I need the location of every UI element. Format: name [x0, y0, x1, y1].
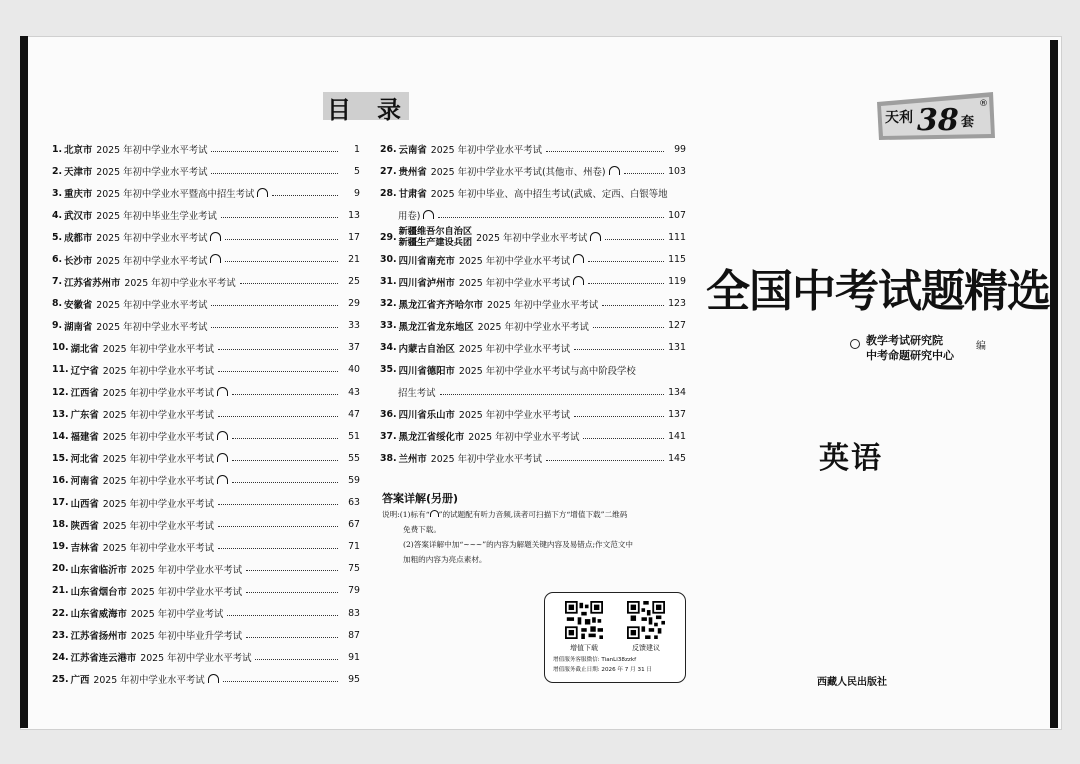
toc-leader-dots: [218, 416, 338, 417]
toc-leader-dots: [218, 526, 338, 527]
toc-entry-number: 7.: [52, 276, 63, 288]
toc-entry-region: 四川省德阳市: [398, 365, 455, 377]
toc-entry-title: 2025 年初中毕业生学业考试: [96, 211, 217, 223]
toc-entry-number: 15.: [52, 452, 69, 464]
toc-entry-title: 2025 年初中学业水平考试与高中阶段学校: [458, 365, 636, 377]
toc-leader-dots: [240, 283, 338, 284]
download-qr-code[interactable]: [565, 601, 603, 639]
toc-entry-title: 用卷): [398, 211, 421, 223]
toc-entry[interactable]: [52, 138, 360, 160]
toc-entry-region: 黑龙江省齐齐哈尔市: [398, 299, 483, 311]
toc-entry[interactable]: [52, 469, 360, 491]
toc-entry-title: 2025 年初中学业水平考试: [96, 299, 208, 311]
toc-entry[interactable]: [52, 646, 360, 668]
toc-entry-region: 江西省: [70, 388, 99, 400]
toc-entry-title: 2025 年初中学业水平考试: [96, 167, 208, 179]
toc-entry[interactable]: [52, 293, 360, 315]
toc-entry-region: 山东省临沂市: [70, 564, 127, 576]
toc-entry-title: 招生考试: [398, 388, 436, 400]
toc-leader-dots: [588, 283, 664, 284]
toc-entry-title: 2025 年初中学业水平考试: [124, 277, 236, 289]
toc-leader-dots: [440, 394, 664, 395]
toc-leader-dots: [211, 327, 338, 328]
toc-entry[interactable]: [52, 602, 360, 624]
toc-entry-number: 21.: [52, 585, 69, 597]
toc-entry-region: 长沙市: [64, 255, 93, 267]
toc-entry-region: 安徽省: [64, 299, 93, 311]
toc-entry-region: 北京市: [64, 145, 93, 157]
note-2-b: 加粗的内容为亮点素材。: [403, 555, 487, 564]
toc-entry-title: 2025 年初中学业水平考试: [102, 476, 214, 488]
toc-entry-number: 14.: [52, 430, 69, 442]
toc-entry-region: 山西省: [70, 498, 99, 510]
toc-entry-page: 71: [348, 541, 360, 553]
toc-entry-region: 四川省乐山市: [398, 410, 455, 422]
toc-entry-title: 2025 年初中学业水平考试: [102, 410, 214, 422]
toc-entry-region: 湖南省: [64, 321, 93, 333]
toc-entry-page: 137: [668, 408, 686, 420]
toc-entry-region: 吉林省: [70, 542, 99, 554]
svg-text:天利: 天利: [885, 110, 913, 126]
toc-entry-page: 17: [348, 231, 360, 243]
toc-entry[interactable]: [52, 536, 360, 558]
toc-entry-region: 辽宁省: [70, 365, 99, 377]
toc-leader-dots: [211, 173, 338, 174]
toc-entry-number: 38.: [380, 452, 397, 464]
toc-entry-page: 79: [348, 585, 360, 597]
toc-entry-page: 25: [348, 276, 360, 288]
toc-entry-page: 75: [348, 563, 360, 575]
toc-entry-title: 2025 年初中学业水平考试: [96, 255, 208, 267]
toc-entry-number: 37.: [380, 430, 397, 442]
toc-entry-region: 山东省威海市: [70, 609, 127, 621]
toc-entry-page: 67: [348, 519, 360, 531]
toc-entry-title: 2025 年初中学业水平考试: [102, 388, 214, 400]
toc-leader-dots: [255, 659, 338, 660]
toc-entry-region: 广西: [70, 675, 90, 687]
toc-entry-number: 1.: [52, 143, 63, 155]
toc-title-text: 目录: [327, 96, 427, 124]
toc-entry-number: 36.: [380, 408, 397, 420]
toc-entry-region: 贵州省: [398, 167, 427, 179]
headphone-icon: [590, 232, 601, 241]
toc-leader-dots: [593, 327, 664, 328]
toc-leader-dots: [246, 637, 338, 638]
headphone-icon: [217, 453, 228, 462]
note-2: (2)答案详解中加“~~~”的内容为解题关键内容及易错点;作文范文中: [403, 540, 634, 549]
toc-entry-region: 江苏省连云港市: [70, 653, 137, 665]
toc-entry-title: 2025 年初中学业水平考试: [102, 498, 214, 510]
toc-entry[interactable]: [380, 226, 686, 248]
toc-leader-dots: [546, 460, 664, 461]
toc-entry-region: 四川省泸州市: [398, 277, 455, 289]
toc-entry-page: 103: [668, 165, 686, 177]
svg-text:®: ®: [979, 99, 988, 109]
toc-entry[interactable]: [380, 315, 686, 337]
toc-entry-page: 1: [354, 143, 360, 155]
answers-notes: [382, 507, 692, 567]
toc-leader-dots: [624, 173, 664, 174]
toc-entry-page: 115: [668, 254, 686, 266]
toc-entry-title: 2025 年初中学业水平考试: [130, 564, 243, 576]
toc-leader-dots: [232, 438, 338, 439]
toc-entry-number: 11.: [52, 364, 69, 376]
toc-entry-number: 24.: [52, 651, 69, 663]
answers-title: 答案详解(另册): [382, 492, 459, 505]
toc-entry[interactable]: [52, 668, 360, 690]
toc-entry[interactable]: [52, 315, 360, 337]
toc-entry[interactable]: [52, 492, 360, 514]
service-deadline: 增值服务截止日期: 2026 年 7 月 31 日: [553, 667, 652, 673]
toc-entry-title: 2025 年初中学业水平考试: [140, 653, 252, 665]
toc-entry-page: 111: [668, 231, 686, 243]
toc-entry[interactable]: [380, 381, 686, 403]
toc-entry-region: 江苏省苏州市: [64, 277, 121, 289]
toc-entry-page: 13: [348, 209, 360, 221]
toc-entry-page: 40: [348, 364, 360, 376]
toc-entry[interactable]: [52, 248, 360, 270]
toc-entry[interactable]: [380, 425, 686, 447]
toc-entry-number: 34.: [380, 342, 397, 354]
toc-entry-number: 17.: [52, 497, 69, 509]
headphone-icon: [217, 431, 228, 440]
toc-entry-page: 131: [668, 342, 686, 354]
toc-entry[interactable]: [52, 271, 360, 293]
toc-entry[interactable]: [52, 403, 360, 425]
toc-entry-page: 37: [348, 342, 360, 354]
book-title: 全国中考试题精选: [706, 266, 1050, 317]
toc-entry[interactable]: [52, 204, 360, 226]
editors: [866, 333, 954, 363]
toc-title: [323, 92, 427, 124]
publisher: 西藏人民出版社: [817, 677, 887, 688]
toc-entry-page: 134: [668, 386, 686, 398]
toc-leader-dots: [246, 570, 338, 571]
toc-entry-number: 23.: [52, 629, 69, 641]
toc-leader-dots: [272, 195, 338, 196]
download-label: 增值下载: [570, 644, 598, 652]
toc-entry-title: 2025 年初中毕业升学考试: [130, 631, 243, 643]
toc-entry-region: 兰州市: [398, 454, 427, 466]
toc-entry-title: 2025 年初中学业水平暨高中招生考试: [96, 189, 255, 201]
institute-emblem-icon: [850, 339, 860, 349]
toc-entry-page: 9: [354, 187, 360, 199]
toc-left-column: [52, 138, 360, 690]
toc-leader-dots: [232, 460, 338, 461]
toc-entry-number: 4.: [52, 209, 63, 221]
toc-entry-page: 95: [348, 673, 360, 685]
toc-entry-title: 2025 年初中学业水平考试: [96, 321, 208, 333]
toc-leader-dots: [211, 151, 338, 152]
toc-entry-page: 29: [348, 298, 360, 310]
toc-entry-page: 51: [348, 430, 360, 442]
toc-entry[interactable]: [380, 337, 686, 359]
toc-entry-region: 成都市: [64, 233, 93, 245]
toc-entry-title: 2025 年初中学业水平考试: [487, 299, 599, 311]
svg-text:套: 套: [961, 115, 975, 130]
toc-entry[interactable]: [52, 182, 360, 204]
toc-entry-title: 2025 年初中学业水平考试: [458, 277, 571, 289]
feedback-label: 反馈建议: [632, 644, 660, 652]
toc-entry-region: 河北省: [70, 454, 99, 466]
editor-2: 中考命题研究中心: [866, 349, 954, 362]
service-wechat: 增值服务客服微信: TianLi38zzkf: [553, 657, 637, 663]
toc-entry-title: 2025 年初中学业水平考试: [430, 145, 542, 157]
toc-leader-dots: [602, 305, 664, 306]
toc-entry-number: 31.: [380, 276, 397, 288]
toc-entry-number: 27.: [380, 165, 397, 177]
toc-entry[interactable]: [52, 558, 360, 580]
toc-entry-title: 2025 年初中学业水平考试: [102, 520, 214, 532]
toc-entry-region: 福建省: [70, 432, 99, 444]
toc-entry-title: 2025 年初中学业水平考试: [102, 542, 214, 554]
toc-entry-page: 5: [354, 165, 360, 177]
toc-entry-number: 32.: [380, 298, 397, 310]
toc-entry-number: 8.: [52, 298, 63, 310]
toc-entry-page: 127: [668, 320, 686, 332]
toc-leader-dots: [223, 681, 338, 682]
toc-entry-region: 湖北省: [70, 343, 99, 355]
toc-entry-number: 33.: [380, 320, 397, 332]
toc-entry-region: 河南省: [70, 476, 99, 488]
toc-entry-title: 2025 年初中学业水平考试: [477, 321, 589, 333]
toc-entry-region: 黑龙江省龙东地区: [398, 321, 474, 333]
toc-leader-dots: [218, 504, 338, 505]
toc-entry-title: 2025 年初中学业水平考试: [458, 255, 571, 267]
toc-entry-number: 16.: [52, 474, 69, 486]
toc-entry-page: 145: [668, 452, 686, 464]
toc-entry-page: 141: [668, 430, 686, 442]
toc-entry-number: 5.: [52, 231, 63, 243]
toc-entry-page: 83: [348, 607, 360, 619]
toc-entry-number: 26.: [380, 143, 397, 155]
toc-entry-title: 2025 年初中学业水平考试: [93, 675, 205, 687]
toc-entry-region: 云南省: [398, 145, 427, 157]
toc-entry-region: 武汉市: [64, 211, 93, 223]
toc-entry-title: 2025 年初中学业水平考试: [102, 432, 214, 444]
toc-leader-dots: [574, 416, 664, 417]
toc-entry[interactable]: [52, 425, 360, 447]
toc-entry-region-line: 新疆生产建设兵团: [398, 237, 473, 249]
toc-entry[interactable]: [52, 359, 360, 381]
toc-entry-title: 2025 年初中学业水平考试: [430, 454, 542, 466]
toc-entry[interactable]: [52, 447, 360, 469]
toc-entry-number: 28.: [380, 187, 397, 199]
headphone-icon: [573, 276, 584, 285]
toc-entry-title: 2025 年初中学业水平考试: [130, 586, 243, 598]
toc-entry-region: [399, 226, 473, 248]
note-1-c: 免费下载。: [403, 525, 441, 534]
toc-leader-dots: [227, 615, 338, 616]
toc-entry-region-line: 新疆维吾尔自治区: [398, 226, 473, 238]
toc-entry-region: 四川省南充市: [398, 255, 455, 267]
editor-1: 教学考试研究院: [866, 334, 943, 347]
toc-leader-dots: [225, 239, 338, 240]
toc-entry[interactable]: [52, 624, 360, 646]
note-1-a: 说明:(1)标有“: [382, 510, 430, 519]
toc-entry-title: 2025 年初中毕业、高中招生考试(武威、定西、白银等地: [430, 189, 668, 201]
toc-entry[interactable]: [52, 226, 360, 248]
page-right-border: [1050, 40, 1058, 728]
toc-entry-page: 59: [348, 474, 360, 486]
toc-leader-dots: [246, 592, 338, 593]
headphone-icon: [573, 254, 584, 263]
headphone-icon: [430, 510, 439, 517]
toc-entry[interactable]: [380, 248, 686, 270]
toc-entry-title: 2025 年初中学业水平考试: [458, 410, 571, 422]
toc-entry[interactable]: [380, 160, 686, 182]
toc-entry[interactable]: [52, 580, 360, 602]
toc-entry-region: 黑龙江省绥化市: [398, 432, 465, 444]
toc-entry[interactable]: [52, 514, 360, 536]
headphone-icon: [257, 188, 268, 197]
toc-entry-page: 87: [348, 629, 360, 641]
toc-entry-number: 22.: [52, 607, 69, 619]
toc-entry-page: 119: [668, 276, 686, 288]
toc-leader-dots: [588, 261, 664, 262]
toc-leader-dots: [221, 217, 338, 218]
toc-entry[interactable]: [52, 337, 360, 359]
editor-suffix: 编: [976, 341, 986, 352]
toc-entry-title: 2025 年初中学业水平考试: [458, 343, 571, 355]
toc-leader-dots: [232, 482, 338, 483]
toc-leader-dots: [225, 261, 338, 262]
svg-text:38: 38: [917, 103, 959, 138]
note-1-b: ”的试题配有听力音频,读者可扫描下方“增值下载”二维码: [438, 510, 628, 519]
headphone-icon: [210, 232, 221, 241]
toc-entry-region: 内蒙古自治区: [398, 343, 455, 355]
subject-title: 英语: [819, 441, 883, 476]
toc-entry-region: 天津市: [64, 167, 93, 179]
toc-entry[interactable]: [380, 293, 686, 315]
toc-entry-page: 99: [674, 143, 686, 155]
toc-entry[interactable]: [380, 204, 686, 226]
toc-entry-region: 江苏省扬州市: [70, 631, 127, 643]
toc-entry-page: 43: [348, 386, 360, 398]
toc-entry[interactable]: [52, 160, 360, 182]
toc-leader-dots: [218, 548, 338, 549]
toc-entry-number: 35.: [380, 364, 397, 376]
toc-entry-page: 21: [348, 254, 360, 266]
toc-entry-title: 2025 年初中学业水平考试: [468, 432, 580, 444]
toc-entry[interactable]: [380, 182, 686, 204]
headphone-icon: [609, 166, 620, 175]
headphone-icon: [423, 210, 434, 219]
toc-leader-dots: [232, 394, 338, 395]
page-left-border: [20, 36, 28, 728]
qr-code-box: [544, 592, 686, 683]
headphone-icon: [210, 254, 221, 263]
toc-entry-title: 2025 年初中学业考试: [130, 609, 224, 621]
toc-leader-dots: [218, 371, 338, 372]
toc-entry-title: 2025 年初中学业水平考试: [102, 365, 214, 377]
toc-leader-dots: [211, 305, 338, 306]
toc-leader-dots: [218, 349, 338, 350]
toc-right-column: [380, 138, 686, 469]
toc-entry-region: 广东省: [70, 410, 99, 422]
toc-entry-page: 55: [348, 452, 360, 464]
headphone-icon: [208, 674, 219, 683]
toc-entry-number: 6.: [52, 254, 63, 266]
toc-leader-dots: [438, 217, 664, 218]
toc-leader-dots: [574, 349, 664, 350]
toc-entry-region: 重庆市: [64, 189, 93, 201]
toc-entry-number: 13.: [52, 408, 69, 420]
toc-leader-dots: [605, 239, 664, 240]
toc-entry-number: 9.: [52, 320, 63, 332]
toc-entry-title: 2025 年初中学业水平考试: [102, 343, 214, 355]
toc-entry-title: 2025 年初中学业水平考试(其他市、州卷): [430, 167, 606, 179]
toc-leader-dots: [583, 438, 664, 439]
toc-entry[interactable]: [52, 381, 360, 403]
toc-entry-page: 47: [348, 408, 360, 420]
toc-entry-region: 陕西省: [70, 520, 99, 532]
toc-entry-number: 2.: [52, 165, 63, 177]
headphone-icon: [217, 387, 228, 396]
toc-entry-number: 29.: [380, 231, 397, 243]
toc-entry-number: 25.: [52, 673, 69, 685]
tianli-38-logo: [873, 88, 997, 144]
toc-entry-title: 2025 年初中学业水平考试: [96, 233, 208, 245]
toc-entry-page: 33: [348, 320, 360, 332]
toc-entry-title: 2025 年初中学业水平考试: [476, 233, 588, 245]
toc-entry-number: 20.: [52, 563, 69, 575]
toc-entry-title: 2025 年初中学业水平考试: [96, 145, 208, 157]
toc-entry-title: 2025 年初中学业水平考试: [102, 454, 214, 466]
toc-entry-region: 山东省烟台市: [70, 586, 127, 598]
toc-entry-number: 3.: [52, 187, 63, 199]
headphone-icon: [217, 475, 228, 484]
toc-entry[interactable]: [380, 271, 686, 293]
note-line-1: [382, 507, 692, 522]
toc-entry[interactable]: [380, 403, 686, 425]
toc-leader-dots: [546, 151, 664, 152]
toc-entry-number: 19.: [52, 541, 69, 553]
toc-entry-number: 10.: [52, 342, 69, 354]
toc-entry-region: 甘肃省: [398, 189, 427, 201]
toc-entry[interactable]: [380, 447, 686, 469]
toc-entry-page: 123: [668, 298, 686, 310]
toc-entry-page: 63: [348, 497, 360, 509]
toc-entry-page: 107: [668, 209, 686, 221]
toc-entry[interactable]: [380, 138, 686, 160]
toc-entry-number: 12.: [52, 386, 69, 398]
toc-entry-number: 30.: [380, 254, 397, 266]
toc-entry-number: 18.: [52, 519, 69, 531]
toc-entry[interactable]: [380, 359, 686, 381]
toc-entry-page: 91: [348, 651, 360, 663]
feedback-qr-code[interactable]: [627, 601, 665, 639]
